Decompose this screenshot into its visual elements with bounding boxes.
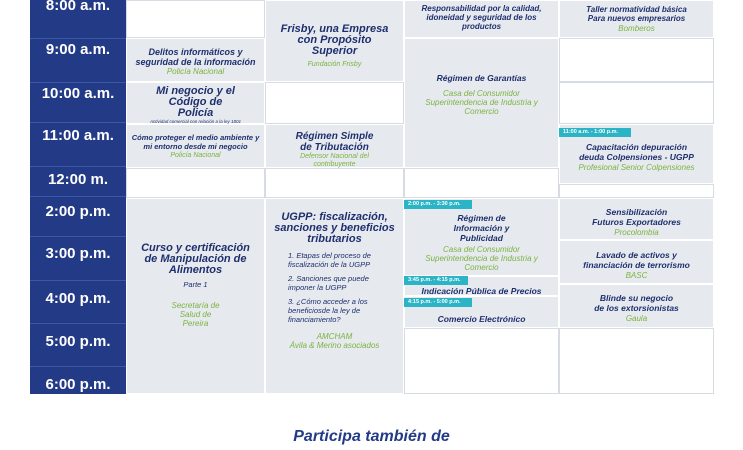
empty-cell <box>559 38 714 82</box>
session-note: Actividad comercial con relación a la ley 1801 <box>149 119 242 124</box>
session-org: Profesional Senior Colpensiones <box>578 163 695 172</box>
session-title: Régimen de Garantías <box>436 73 527 83</box>
session-title: Lavado de activos y financiación de terrorismo <box>583 250 690 270</box>
empty-cell <box>404 168 559 198</box>
empty-cell <box>559 82 714 124</box>
session-part: Parte 1 <box>183 280 208 289</box>
divider <box>30 196 126 197</box>
divider <box>30 122 126 123</box>
session-blinde[interactable] <box>559 284 714 328</box>
session-title: Blinde su negocio de los extorsionistas <box>594 293 679 313</box>
time-label: 5:00 p.m. <box>45 333 111 350</box>
time-label: 3:00 p.m. <box>45 245 111 262</box>
divider <box>30 82 126 83</box>
session-title: Sensibilización Futuros Exportadores <box>592 207 681 227</box>
session-regimen-simple[interactable] <box>265 124 404 168</box>
session-negocio[interactable] <box>126 82 265 124</box>
session-calidad[interactable] <box>404 0 559 38</box>
divider <box>30 323 126 324</box>
empty-cell <box>265 82 404 124</box>
empty-cell <box>559 184 714 198</box>
time-badge: 11:00 a.m. - 1:00 p.m. <box>559 128 631 137</box>
session-title: Mi negocio y el Código de Policía <box>156 85 235 119</box>
divider <box>30 366 126 367</box>
ugpp-list <box>266 245 403 324</box>
list-item: 2. Sanciones que puede imponer la UGPP <box>288 274 369 292</box>
session-ugpp[interactable] <box>265 198 404 394</box>
session-curso[interactable] <box>126 198 265 394</box>
session-sensibilizacion[interactable] <box>559 198 714 240</box>
time-label: 4:00 p.m. <box>45 290 111 307</box>
time-badge: 3:45 p.m. - 4:15 p.m. <box>404 276 468 285</box>
divider <box>30 280 126 281</box>
time-label: 8:00 a.m. <box>45 0 111 14</box>
time-badge: 2:00 p.m. - 3:30 p.m. <box>404 200 472 209</box>
time-label: 6:00 p.m. <box>45 376 111 393</box>
list-item: 1. Etapas del proceso de fiscalización de la UGPP <box>288 251 371 269</box>
session-org: Procolombia <box>614 228 659 237</box>
session-org: Secretaría de Salud de Pereira <box>171 301 220 328</box>
divider <box>30 236 126 237</box>
session-title: Régimen de Información y Publicidad <box>453 213 510 243</box>
empty-cell <box>126 168 265 198</box>
divider <box>30 38 126 39</box>
time-label: 2:00 p.m. <box>45 203 111 220</box>
session-frisby[interactable] <box>265 0 404 82</box>
session-informacion[interactable] <box>404 198 559 276</box>
time-label: 12:00 m. <box>47 171 109 188</box>
session-org: Policía Nacional <box>166 67 225 76</box>
empty-cell <box>404 328 559 394</box>
session-ambiente[interactable] <box>126 124 265 168</box>
time-label: 9:00 a.m. <box>45 41 111 58</box>
session-title: Comercio Electrónico <box>437 314 526 324</box>
session-org: Ávila & Merino asociados <box>289 341 380 350</box>
session-title: Taller normatividad básica Para nuevos empresarios <box>586 5 687 23</box>
time-label: 10:00 a.m. <box>41 85 115 102</box>
session-org: Casa del Consumidor Superintendencia de Industria y Comercio <box>425 89 538 116</box>
empty-cell <box>265 168 404 198</box>
session-garantias[interactable] <box>404 38 559 168</box>
session-title: Curso y certificación de Manipulación de Alimentos <box>141 242 250 276</box>
session-title: UGPP: fiscalización, sanciones y beneficios tributarios <box>274 211 395 245</box>
session-title: Responsabilidad por la calidad, idoneidad y seguridad de los productos <box>421 4 542 31</box>
session-title: Cómo proteger el medio ambiente y mi entorno desde mi negocio <box>131 133 260 151</box>
session-org: Fundación Frisby <box>307 61 362 68</box>
session-org: BASC <box>625 271 648 280</box>
empty-cell <box>559 328 714 394</box>
session-title: Régimen Simple de Tributación <box>295 131 374 153</box>
session-title: Capacitación depuración deuda Colpensiones - UGPP <box>579 142 694 162</box>
divider <box>30 166 126 167</box>
session-org: Policía Nacional <box>170 152 221 159</box>
time-label: 11:00 a.m. <box>42 127 114 144</box>
time-badge: 4:15 p.m. - 5:00 p.m. <box>404 298 472 307</box>
session-org: AMCHAM <box>316 332 353 341</box>
session-taller[interactable] <box>559 0 714 38</box>
session-title: Indicación Pública de Precios <box>421 286 542 296</box>
session-title: Delitos informáticos y seguridad de la información <box>135 47 256 67</box>
session-org: Defensor Nacional del contribuyente <box>300 153 369 168</box>
list-item: 3. ¿Cómo acceder a los beneficiosde la ley de financiamiento? <box>288 297 368 324</box>
session-org: Casa del Consumidor Superintendencia de Industria y Comercio <box>425 245 538 272</box>
session-lavado[interactable] <box>559 240 714 284</box>
session-delitos[interactable] <box>126 38 265 82</box>
empty-cell <box>126 0 265 38</box>
session-org: Bomberos <box>618 24 655 33</box>
footer-title: Participa también de <box>293 428 450 445</box>
session-title: Frisby, una Empresa con Propósito Superior <box>280 23 389 57</box>
session-org: Gaula <box>625 314 648 323</box>
